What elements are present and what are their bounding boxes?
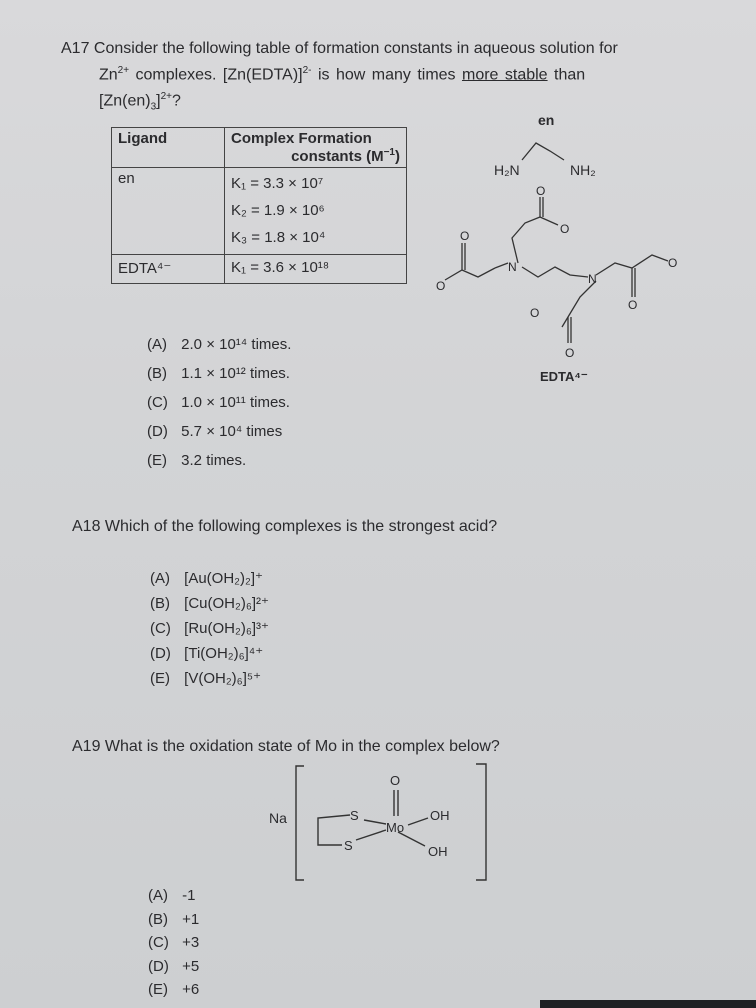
option-letter: (B) xyxy=(150,595,170,612)
option-text: [Ru(OH₂)₆]³⁺ xyxy=(184,620,269,637)
option-text: 2.0 × 10¹⁴ times. xyxy=(181,336,292,353)
option-letter: (A) xyxy=(147,336,167,353)
table-cell-ligand-en xyxy=(112,168,225,255)
table-header-ligand-text: Ligand xyxy=(118,130,168,147)
option-text: [Ti(OH₂)₆]⁴⁺ xyxy=(184,645,264,662)
q18-options xyxy=(150,566,269,691)
option-text: 3.2 times. xyxy=(181,452,247,469)
q18-option-e[interactable] xyxy=(150,666,269,691)
table-header-constants xyxy=(225,128,407,168)
option-letter: (D) xyxy=(147,423,168,440)
option-text: [V(OH₂)₆]⁵⁺ xyxy=(184,670,262,687)
q19-number: A19 xyxy=(72,738,101,755)
k1-edta: K₁ = 3.6 × 10¹⁸ xyxy=(231,259,330,276)
edta-o-3: O xyxy=(536,184,546,198)
edta-structure-bonds xyxy=(445,197,668,343)
q17-text-line1: Consider the following table of formation constants in aqueous solution for xyxy=(93,40,618,57)
s-top-label: S xyxy=(350,808,359,823)
page-edge-shadow xyxy=(540,1000,756,1008)
table-header-constants-line2 xyxy=(231,147,400,165)
en-structure-bonds xyxy=(522,143,564,160)
option-text: 5.7 × 10⁴ times xyxy=(181,423,283,440)
edta-n-2: N xyxy=(588,272,597,286)
q17-text-znen: [Zn(en) xyxy=(99,92,151,110)
option-letter: (A) xyxy=(148,887,168,904)
k2-en: K₂ = 1.9 × 10⁶ xyxy=(231,202,325,219)
q17-option-c[interactable] xyxy=(147,388,291,417)
k3-en: K₃ = 1.8 × 10⁴ xyxy=(231,229,326,246)
na-label: Na xyxy=(269,810,287,826)
option-letter: (D) xyxy=(148,957,169,975)
q18-option-a[interactable] xyxy=(150,566,269,591)
q19-options xyxy=(148,884,199,1002)
mo-label: Mo xyxy=(386,820,405,835)
q17-option-a[interactable] xyxy=(147,330,291,359)
q17-text-bracket: ] xyxy=(156,92,161,110)
oh-label-2: OH xyxy=(428,844,448,859)
en-label: en xyxy=(538,112,555,128)
edta-o-7: O xyxy=(668,256,678,270)
table-cell-edta-constant xyxy=(225,255,407,284)
q17-text-than: than xyxy=(547,66,586,84)
table-cell-en-constants xyxy=(225,168,407,255)
q17-text-zn: Zn xyxy=(99,66,118,84)
q17-option-e[interactable] xyxy=(147,446,291,475)
q19-option-b[interactable] xyxy=(148,908,199,932)
en-h2n-label: H₂N xyxy=(494,162,520,178)
s-bottom-label: S xyxy=(344,838,353,853)
edta-o-4: O xyxy=(560,222,570,236)
q17-text-more-stable: more stable xyxy=(461,66,548,84)
q17-text-znen-charge: 2+ xyxy=(160,91,172,103)
oxo-label: O xyxy=(390,773,401,788)
q17-number: A17 xyxy=(61,40,90,57)
q17-text-howmany: is how many times xyxy=(311,66,462,84)
table-row xyxy=(112,168,407,255)
table-cell-ligand-edta xyxy=(112,255,225,284)
table-header-row xyxy=(112,128,407,168)
table-header-units-close: ) xyxy=(395,148,400,165)
option-letter: (B) xyxy=(147,365,167,382)
option-text: +3 xyxy=(182,934,200,951)
q17-option-b[interactable] xyxy=(147,359,291,388)
q17-text-znen-sub: 3 xyxy=(150,101,157,113)
option-text: +6 xyxy=(182,981,200,998)
q17-text-complexes: complexes. [Zn(EDTA)] xyxy=(129,66,303,84)
q18-text: Which of the following complexes is the strongest acid? xyxy=(104,518,498,535)
edta-o-8: O xyxy=(628,298,638,312)
option-text: [Cu(OH₂)₆]²⁺ xyxy=(184,595,269,612)
table-header-constants-line1: Complex Formation xyxy=(231,130,372,147)
option-text: 1.1 × 10¹² times. xyxy=(181,365,290,382)
table-header-units: constants (M xyxy=(291,148,384,165)
option-text: +5 xyxy=(182,957,200,975)
option-letter: (B) xyxy=(148,910,168,928)
q18-option-c[interactable] xyxy=(150,616,269,641)
option-letter: (D) xyxy=(150,645,171,662)
option-text: [Au(OH₂)₂]⁺ xyxy=(184,570,263,587)
edta-label: EDTA⁴⁻ xyxy=(540,369,588,384)
table-row xyxy=(112,255,407,284)
formation-constants-table xyxy=(111,127,407,284)
option-text: -1 xyxy=(182,887,196,904)
q18-number: A18 xyxy=(72,518,101,535)
q19-option-c[interactable] xyxy=(148,931,199,955)
table-header-units-exp: −1 xyxy=(383,147,395,158)
k1-en: K₁ = 3.3 × 10⁷ xyxy=(231,175,324,192)
option-letter: (C) xyxy=(150,620,171,637)
edta-o-5: O xyxy=(530,306,540,320)
oh-label-1: OH xyxy=(430,808,450,823)
q18-option-b[interactable] xyxy=(150,591,269,616)
edta-o-6: O xyxy=(565,346,575,360)
q18-stem xyxy=(72,516,497,538)
option-letter: (A) xyxy=(150,570,170,587)
q18-option-d[interactable] xyxy=(150,641,269,666)
q17-option-d[interactable] xyxy=(147,417,291,446)
q17-text-zn-charge: 2+ xyxy=(117,65,130,76)
q19-option-a[interactable] xyxy=(148,884,199,908)
table-header-ligand xyxy=(112,128,225,168)
q17-text-qmark: ? xyxy=(172,92,181,110)
option-letter: (E) xyxy=(148,981,168,998)
q17-options xyxy=(147,330,291,475)
option-text: 1.0 × 10¹¹ times. xyxy=(181,394,290,411)
ligand-edta: EDTA⁴⁻ xyxy=(118,260,172,277)
q19-stem xyxy=(72,736,500,758)
ligand-en: en xyxy=(118,170,135,187)
option-letter: (E) xyxy=(150,670,170,687)
mo-complex-structure xyxy=(260,760,500,885)
q19-option-d[interactable] xyxy=(148,955,199,979)
option-letter: (C) xyxy=(148,934,169,951)
option-letter: (E) xyxy=(147,452,167,469)
en-nh2-label: NH₂ xyxy=(570,162,596,178)
edta-o-2: O xyxy=(436,279,446,293)
q19-option-e[interactable] xyxy=(148,978,199,1002)
edta-n-1: N xyxy=(508,260,517,274)
q17-text-edta-charge: 2- xyxy=(302,65,312,76)
edta-o-1: O xyxy=(460,229,470,243)
option-letter: (C) xyxy=(147,394,168,411)
en-edta-structures xyxy=(410,105,710,395)
option-text: +1 xyxy=(182,910,200,928)
q19-text: What is the oxidation state of Mo in the complex below? xyxy=(104,738,500,755)
